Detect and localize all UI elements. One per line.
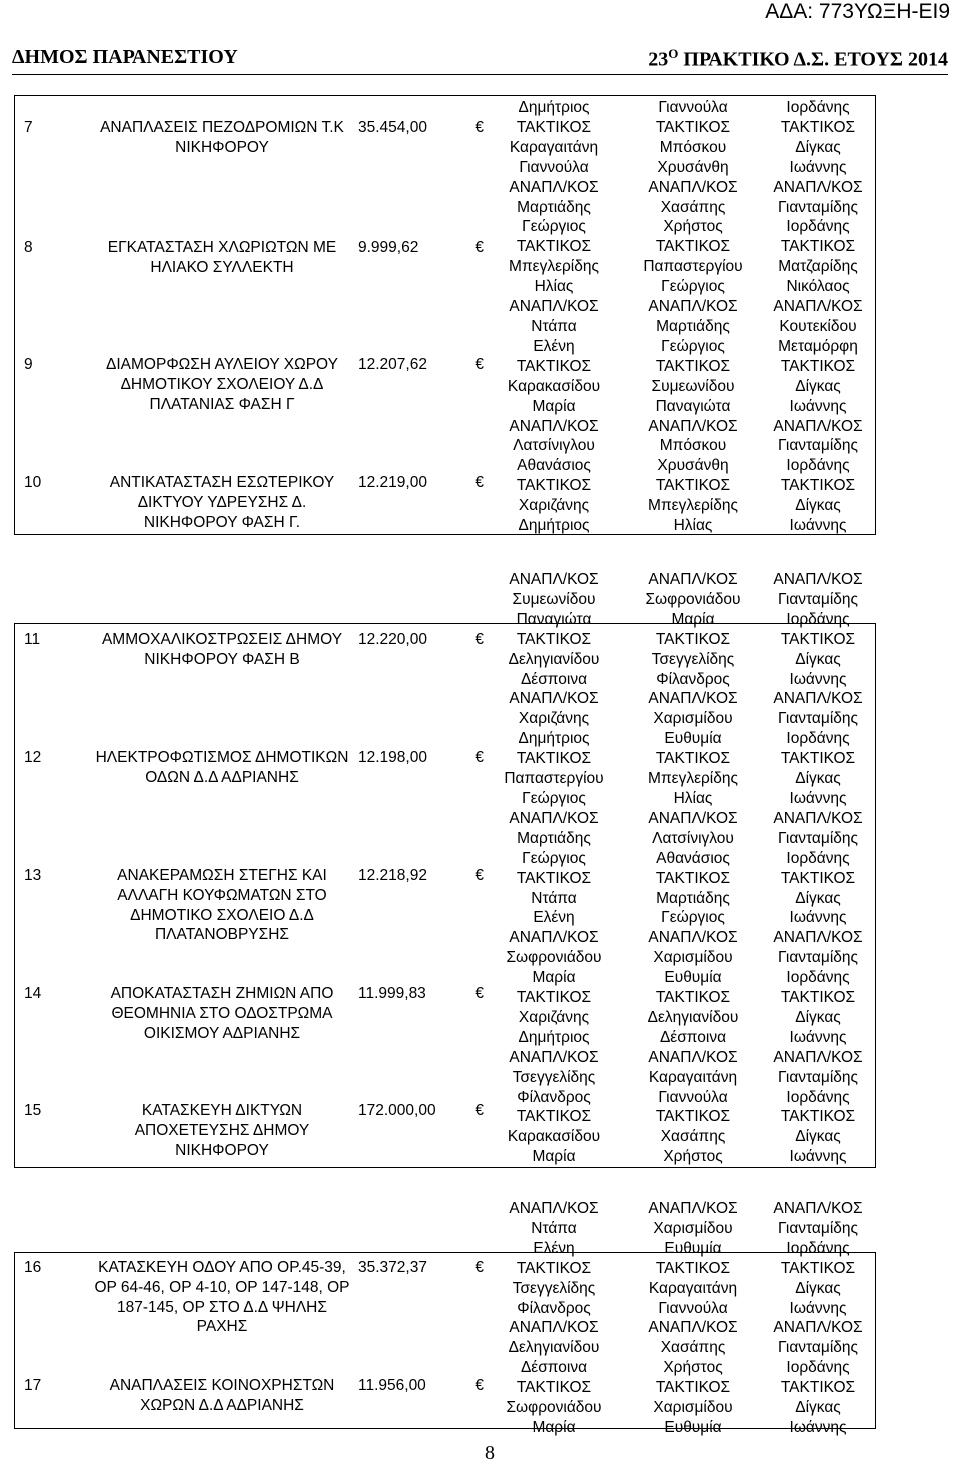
project-description <box>62 1376 382 1416</box>
committee-member-text: Μαρτιάδης <box>517 198 591 216</box>
committee-member-text: Γιανταμίδης <box>778 1219 858 1237</box>
committee-member-text: Ιωάννης <box>789 1418 847 1436</box>
amount-value: 172.000,00 <box>358 1102 436 1119</box>
committee-member-text: ΤΑΚΤΙΚΟΣ <box>780 750 856 768</box>
committee-member-text: ΑΝΑΠΛ/ΚΟΣ <box>648 417 738 435</box>
project-description <box>62 118 382 158</box>
committee-member-text: Τσεγγελίδης <box>512 1068 596 1086</box>
committee-member-text: Μαρτιάδης <box>517 829 591 847</box>
project-description-line: ΚΑΤΑΣΚΕΥΗ ΔΙΚΤΥΩΝ <box>141 1102 303 1119</box>
committee-member-text: Μπεγλερίδης <box>648 770 738 788</box>
project-amount <box>358 238 484 258</box>
euro-icon: € <box>475 474 484 491</box>
committee-member-text: Μπεγλερίδης <box>648 497 738 515</box>
committee-member-text: Ιορδάνης <box>786 849 850 867</box>
committee-column-3 <box>758 570 878 1167</box>
project-description-line: ΗΛΙΑΚΟ ΣΥΛΛΕΚΤΗ <box>150 258 294 276</box>
committee-member-text: ΑΝΑΠΛ/ΚΟΣ <box>773 1319 863 1337</box>
committee-member-text: Δίγκας <box>795 138 841 156</box>
project-description-line: ΑΠΟΚΑΤΑΣΤΑΣΗ ΖΗΜΙΩΝ ΑΠΟ <box>110 985 334 1002</box>
committee-member-text: Σωφρονιάδου <box>506 1399 602 1417</box>
committee-member-text: Αθανάσιος <box>656 849 730 867</box>
committee-member-text: ΑΝΑΠΛ/ΚΟΣ <box>509 1319 599 1337</box>
committee-member-text: ΑΝΑΠΛ/ΚΟΣ <box>648 178 738 196</box>
committee-member-text: Δίγκας <box>795 1008 841 1026</box>
committee-member-text: Μαρτιάδης <box>656 317 730 335</box>
committee-member-text: Γεώργιος <box>661 337 725 355</box>
committee-member-text: Συμεωνίδου <box>512 590 596 608</box>
committee-member-text: Μπόσκου <box>659 437 727 455</box>
committee-member-text: Κουτεκίδου <box>779 317 857 335</box>
project-description-line: ΑΝΑΠΛΑΣΕΙΣ ΠΕΖΟΔΡΟΜΙΩΝ Τ.Κ <box>100 119 344 136</box>
project-description-line: ΔΗΜΟΤΙΚΟ ΣΧΟΛΕΙΟ Δ.Δ <box>130 906 314 924</box>
committee-member-text: Ηλίας <box>673 789 713 807</box>
committee-member-text: Μαρία <box>532 1418 576 1436</box>
committee-member-text: ΤΑΚΤΙΚΟΣ <box>516 118 592 136</box>
euro-icon: € <box>475 356 484 373</box>
committee-member-text: Δέσποινα <box>520 670 588 688</box>
row-number: 16 <box>24 1259 42 1276</box>
amount-value: 35.454,00 <box>358 119 427 136</box>
committee-member-text: Χαριζάνης <box>518 497 590 515</box>
project-amount <box>358 1101 484 1121</box>
row-number: 8 <box>24 239 33 256</box>
committee-member-text: ΑΝΑΠΛ/ΚΟΣ <box>509 571 599 588</box>
project-amount <box>358 984 484 1004</box>
project-description-line: ΑΠΟΧΕΤΕΥΣΗΣ ΔΗΜΟΥ <box>134 1121 310 1139</box>
project-description <box>62 1258 382 1337</box>
committee-member-text: ΤΑΚΤΙΚΟΣ <box>780 357 856 375</box>
committee-member-text: Γιανταμίδης <box>778 437 858 455</box>
committee-member-text: ΑΝΑΠΛ/ΚΟΣ <box>648 1048 738 1066</box>
committee-member-text: ΤΑΚΤΙΚΟΣ <box>655 630 731 648</box>
committee-member-text: ΤΑΚΤΙΚΟΣ <box>655 869 731 887</box>
committee-member-text: Δίγκας <box>795 377 841 395</box>
committee-member-text: Χαρισμίδου <box>653 1399 733 1417</box>
committee-member-text: Καραγαιτάνη <box>648 1279 738 1297</box>
committee-member-text: Χασάπης <box>660 198 726 216</box>
committee-member-text: Δεληγιανίδου <box>508 650 600 668</box>
committee-member-text: ΤΑΚΤΙΚΟΣ <box>655 1108 731 1126</box>
euro-icon: € <box>475 985 484 1002</box>
municipality-name: ΔΗΜΟΣ ΠΑΡΑΝΕΣΤΙΟΥ <box>12 46 238 68</box>
committee-member-text: Ντάπα <box>531 317 577 335</box>
project-description-line: ΔΙΚΤΥΟΥ ΥΔΡΕΥΣΗΣ Δ. <box>137 493 307 511</box>
committee-member-text: ΤΑΚΤΙΚΟΣ <box>780 118 856 136</box>
committee-member-text: ΤΑΚΤΙΚΟΣ <box>516 477 592 495</box>
committee-member-text: Χαριζάνης <box>518 710 590 728</box>
committee-member-text: Δίγκας <box>795 1279 841 1297</box>
committee-member-text: Λατσίνιγλου <box>513 437 595 455</box>
committee-member-text: Γεώργιος <box>522 789 586 807</box>
committee-member-text: ΤΑΚΤΙΚΟΣ <box>516 869 592 887</box>
committee-member-text: ΤΑΚΤΙΚΟΣ <box>516 750 592 768</box>
committee-member-text: Ιωάννης <box>789 158 847 176</box>
committee-member-text: Χρήστος <box>663 1359 723 1377</box>
project-description <box>62 238 382 278</box>
committee-member-text: Δεληγιανίδου <box>508 1339 600 1357</box>
committee-member-text: ΑΝΑΠΛ/ΚΟΣ <box>648 690 738 708</box>
committee-column-1 <box>479 570 629 1167</box>
committee-member-text: Μεταμόρφη <box>778 337 858 355</box>
committee-member-text: ΑΝΑΠΛ/ΚΟΣ <box>773 690 863 708</box>
committee-member-text: Ελένη <box>533 337 575 355</box>
project-description <box>62 355 382 414</box>
committee-member-text: Γιανταμίδης <box>778 198 858 216</box>
minutes-title: $23^O$ ΠΡΑΚΤΙΚΟ Δ.Σ. ΕΤΟΥΣ 2014 <box>648 46 948 71</box>
committee-member-text: Δημήτριος <box>518 730 590 748</box>
committee-member-text: Μαρτιάδης <box>656 889 730 907</box>
amount-value: 9.999,62 <box>358 239 419 256</box>
committee-member-text: ΑΝΑΠΛ/ΚΟΣ <box>509 809 599 827</box>
committee-member-text: Ιωάννης <box>789 517 847 535</box>
project-description-line: ΕΓΚΑΤΑΣΤΑΣΗ ΧΛΩΡΙΩΤΩΝ ΜΕ <box>107 239 337 256</box>
committee-member-text: Ευθυμία <box>664 969 722 987</box>
euro-icon: € <box>475 119 484 136</box>
project-amount <box>358 1258 484 1278</box>
committee-member-text: Δίγκας <box>795 889 841 907</box>
euro-icon: € <box>475 1259 484 1276</box>
committee-member-text: ΑΝΑΠΛ/ΚΟΣ <box>648 298 738 316</box>
euro-icon: € <box>475 749 484 766</box>
committee-member-text: ΑΝΑΠΛ/ΚΟΣ <box>773 809 863 827</box>
committee-member-text: Ντάπα <box>531 1219 577 1237</box>
committee-member-text: ΤΑΚΤΙΚΟΣ <box>516 630 592 648</box>
committee-member-text: ΤΑΚΤΙΚΟΣ <box>780 630 856 648</box>
project-description <box>62 866 382 945</box>
committee-member-text: ΑΝΑΠΛ/ΚΟΣ <box>773 1048 863 1066</box>
committee-member-text: Ιωάννης <box>789 1028 847 1046</box>
committee-member-text: ΤΑΚΤΙΚΟΣ <box>780 477 856 495</box>
committee-member-text: Μπόσκου <box>659 138 727 156</box>
project-description-line: ΔΙΑΜΟΡΦΩΣΗ ΑΥΛΕΙΟΥ ΧΩΡΟΥ <box>106 356 338 373</box>
amount-value: 12.220,00 <box>358 631 427 648</box>
project-description-line: ΠΛΑΤΑΝΟΒΡΥΣΗΣ <box>154 926 289 944</box>
committee-member-text: ΑΝΑΠΛ/ΚΟΣ <box>509 298 599 316</box>
committee-member-text: Ελένη <box>533 909 575 927</box>
committee-column-3 <box>758 1199 878 1438</box>
committee-member-text: Χαριζάνης <box>518 1008 590 1026</box>
committee-member-text: ΑΝΑΠΛ/ΚΟΣ <box>773 417 863 435</box>
committee-member-text: Ματζαρίδης <box>778 258 858 276</box>
row-number: 15 <box>24 1102 42 1119</box>
project-description-line: ΑΛΛΑΓΗ ΚΟΥΦΩΜΑΤΩΝ ΣΤΟ <box>117 886 327 904</box>
project-description-line: ΑΝΑΚΕΡΑΜΩΣΗ ΣΤΕΓΗΣ ΚΑΙ <box>117 867 327 884</box>
committee-member-text: ΤΑΚΤΙΚΟΣ <box>655 1379 731 1397</box>
committee-member-text: ΑΝΑΠΛ/ΚΟΣ <box>509 1200 599 1217</box>
committee-member-text: Ιορδάνης <box>786 1088 850 1106</box>
page-header <box>12 46 948 72</box>
committee-member-text: ΑΝΑΠΛ/ΚΟΣ <box>773 571 863 588</box>
committee-member-text: Ιορδάνης <box>786 1359 850 1377</box>
committee-member-text: Χρυσάνθη <box>657 158 729 176</box>
committee-member-text: Ιορδάνης <box>786 218 850 236</box>
committee-member-text: ΤΑΚΤΙΚΟΣ <box>516 1108 592 1126</box>
project-description-line: ΚΑΤΑΣΚΕΥΗ ΟΔΟΥ ΑΠΟ ΟΡ.45-39, <box>98 1259 346 1276</box>
committee-member-text: ΑΝΑΠΛ/ΚΟΣ <box>509 1048 599 1066</box>
committee-member-text: Σωφρονιάδου <box>506 949 602 967</box>
committee-member-text: Γεώργιος <box>522 849 586 867</box>
committee-member-text: ΑΝΑΠΛ/ΚΟΣ <box>648 1319 738 1337</box>
committee-member-text: Παπαστεργίου <box>504 770 604 788</box>
committee-member-text: Φίλανδρος <box>517 1088 591 1106</box>
committee-member-text: ΤΑΚΤΙΚΟΣ <box>516 1259 592 1277</box>
project-description-line: ΝΙΚΗΦΟΡΟΥ <box>175 138 269 156</box>
committee-member-text: Δίγκας <box>795 1399 841 1417</box>
committee-member-text: Ιορδάνης <box>786 99 850 116</box>
committee-member-text: Ευθυμία <box>664 730 722 748</box>
committee-member-text: Γιανταμίδης <box>778 949 858 967</box>
committee-member-text: ΤΑΚΤΙΚΟΣ <box>655 238 731 256</box>
committee-member-text: Χασάπης <box>660 1128 726 1146</box>
project-description-line: ΟΔΩΝ Δ.Δ ΑΔΡΙΑΝΗΣ <box>145 768 299 786</box>
committee-member-text: ΤΑΚΤΙΚΟΣ <box>780 1108 856 1126</box>
committee-member-text: Μπεγλερίδης <box>509 258 599 276</box>
committee-member-text: ΤΑΚΤΙΚΟΣ <box>780 1259 856 1277</box>
committee-member-text: Ιορδάνης <box>786 457 850 475</box>
project-amount <box>358 630 484 650</box>
committee-member-text: Ιορδάνης <box>786 610 850 628</box>
project-description-line: ΑΝΑΠΛΑΣΕΙΣ ΚΟΙΝΟΧΡΗΣΤΩΝ <box>109 1377 335 1394</box>
committee-member-text: Ηλίας <box>673 517 713 535</box>
project-amount <box>358 748 484 768</box>
committee-member-text: Ελένη <box>533 1239 575 1257</box>
committee-member-text: Ιωάννης <box>789 1148 847 1166</box>
committee-member-text: ΤΑΚΤΙΚΟΣ <box>655 1259 731 1277</box>
committee-member-text: Χρήστος <box>663 1148 723 1166</box>
committee-member-text: Γιαννούλα <box>658 99 728 116</box>
euro-icon: € <box>475 239 484 256</box>
project-amount <box>358 473 484 493</box>
page-number: 8 <box>485 1442 495 1464</box>
committee-member-text: ΑΝΑΠΛ/ΚΟΣ <box>773 178 863 196</box>
committee-member-text: ΑΝΑΠΛ/ΚΟΣ <box>509 929 599 947</box>
committee-member-text: Χασάπης <box>660 1339 726 1357</box>
committee-member-text: ΤΑΚΤΙΚΟΣ <box>780 989 856 1007</box>
committee-member-text: Ιωάννης <box>789 1299 847 1317</box>
committee-member-text: Χαρισμίδου <box>653 949 733 967</box>
row-number: 13 <box>24 867 42 884</box>
committee-member-text: Νικόλαος <box>786 278 850 296</box>
committee-member-text: Καρακασίδου <box>507 1128 601 1146</box>
row-number: 9 <box>24 356 33 373</box>
committee-member-text: ΑΝΑΠΛ/ΚΟΣ <box>773 929 863 947</box>
project-description-line: ΑΜΜΟΧΑΛΙΚΟΣΤΡΩΣΕΙΣ ΔΗΜΟΥ <box>101 631 343 648</box>
committee-member-text: Σωφρονιάδου <box>645 590 741 608</box>
committee-member-text: Δημήτριος <box>518 99 590 116</box>
committee-member-text: ΑΝΑΠΛ/ΚΟΣ <box>648 809 738 827</box>
committee-column-3 <box>758 98 878 536</box>
committee-member-text: Τσεγγελίδης <box>651 650 735 668</box>
committee-member-text: Καραγαιτάνη <box>509 138 599 156</box>
committee-member-text: Γιανταμίδης <box>778 710 858 728</box>
project-description-line: ΟΡ 64-46, ΟΡ 4-10, ΟΡ 147-148, ΟΡ <box>94 1278 350 1296</box>
committee-member-text: ΤΑΚΤΙΚΟΣ <box>655 357 731 375</box>
project-amount <box>358 118 484 138</box>
committee-member-text: Ευθυμία <box>664 1239 722 1257</box>
committee-member-text: Ντάπα <box>531 889 577 907</box>
committee-member-text: Γιανταμίδης <box>778 829 858 847</box>
amount-value: 12.219,00 <box>358 474 427 491</box>
committee-member-text: ΤΑΚΤΙΚΟΣ <box>780 1379 856 1397</box>
committee-member-text: Καρακασίδου <box>507 377 601 395</box>
committee-member-text: Μαρία <box>532 397 576 415</box>
row-number: 11 <box>24 631 41 648</box>
committee-column-1 <box>479 98 629 536</box>
project-amount <box>358 866 484 886</box>
project-description <box>62 984 382 1043</box>
committee-member-text: ΑΝΑΠΛ/ΚΟΣ <box>648 1200 738 1217</box>
ada-code: ΑΔΑ: 773ΥΩΞΗ-ΕΙ9 <box>765 0 950 23</box>
committee-member-text: Γεώργιος <box>661 909 725 927</box>
committee-member-text: ΤΑΚΤΙΚΟΣ <box>516 989 592 1007</box>
row-number: 7 <box>24 119 33 136</box>
committee-member-text: ΤΑΚΤΙΚΟΣ <box>780 238 856 256</box>
committee-member-text: Δέσποινα <box>659 1028 727 1046</box>
committee-member-text: Γιανταμίδης <box>778 590 858 608</box>
committee-member-text: ΤΑΚΤΙΚΟΣ <box>655 118 731 136</box>
amount-value: 11.956,00 <box>358 1377 426 1394</box>
committee-member-text: Παπαστεργίου <box>643 258 743 276</box>
committee-member-text: ΑΝΑΠΛ/ΚΟΣ <box>509 690 599 708</box>
committee-column-2 <box>618 98 768 536</box>
committee-member-text: ΑΝΑΠΛ/ΚΟΣ <box>509 178 599 196</box>
committee-member-text: Ευθυμία <box>664 1418 722 1436</box>
committee-member-text: Αθανάσιος <box>517 457 591 475</box>
project-amount <box>358 1376 484 1396</box>
committee-member-text: ΤΑΚΤΙΚΟΣ <box>655 477 731 495</box>
committee-member-text: Χαρισμίδου <box>653 710 733 728</box>
project-description-line: ΟΙΚΙΣΜΟΥ ΑΔΡΙΑΝΗΣ <box>143 1024 301 1042</box>
committee-member-text: Ιορδάνης <box>786 1239 850 1257</box>
committee-column-1 <box>479 1199 629 1438</box>
project-description-line: 187-145, ΟΡ ΣΤΟ Δ.Δ ΨΗΛΗΣ <box>117 1298 327 1316</box>
committee-member-text: Δίγκας <box>795 1128 841 1146</box>
project-description-line: ΡΑΧΗΣ <box>196 1318 248 1336</box>
committee-member-text: Γιαννούλα <box>658 1088 728 1106</box>
committee-member-text: Συμεωνίδου <box>651 377 735 395</box>
committee-member-text: Καραγαιτάνη <box>648 1068 738 1086</box>
committee-member-text: ΑΝΑΠΛ/ΚΟΣ <box>648 929 738 947</box>
committee-member-text: Γιαννούλα <box>658 1299 728 1317</box>
project-amount <box>358 355 484 375</box>
project-description-line: ΘΕΟΜΗΝΙΑ ΣΤΟ ΟΔΟΣΤΡΩΜΑ <box>111 1004 333 1022</box>
header-rule <box>12 74 948 75</box>
committee-member-text: Χαρισμίδου <box>653 1219 733 1237</box>
committee-member-text: Γιανταμίδης <box>778 1339 858 1357</box>
committee-member-text: ΑΝΑΠΛ/ΚΟΣ <box>509 417 599 435</box>
committee-member-text: Φίλανδρος <box>517 1299 591 1317</box>
row-number: 10 <box>24 474 42 491</box>
committee-member-text: Ιωάννης <box>789 397 847 415</box>
committee-member-text: Γιαννούλα <box>519 158 589 176</box>
committee-member-text: Γιανταμίδης <box>778 1068 858 1086</box>
committee-member-text: Μαρία <box>532 969 576 987</box>
committee-member-text: ΤΑΚΤΙΚΟΣ <box>655 989 731 1007</box>
committee-member-text: Δημήτριος <box>518 1028 590 1046</box>
euro-icon: € <box>475 631 484 648</box>
committee-member-text: Μαρία <box>671 610 715 628</box>
committee-member-text: Λατσίνιγλου <box>652 829 734 847</box>
amount-value: 11.999,83 <box>358 985 426 1002</box>
committee-member-text: Φίλανδρος <box>656 670 730 688</box>
committee-member-text: Δίγκας <box>795 770 841 788</box>
committee-member-text: Ηλίας <box>534 278 574 296</box>
committee-member-text: Ιορδάνης <box>786 730 850 748</box>
committee-member-text: Ιωάννης <box>789 789 847 807</box>
committee-member-text: ΑΝΑΠΛ/ΚΟΣ <box>648 571 738 588</box>
project-description-line: ΝΙΚΗΦΟΡΟΥ <box>175 1141 269 1159</box>
row-number: 17 <box>24 1377 42 1394</box>
committee-column-2 <box>618 1199 768 1438</box>
amount-value: 12.198,00 <box>358 749 427 766</box>
row-number: 14 <box>24 985 42 1002</box>
euro-icon: € <box>475 1102 484 1119</box>
project-description-line: ΗΛΕΚΤΡΟΦΩΤΙΣΜΟΣ ΔΗΜΟΤΙΚΩΝ <box>95 749 349 766</box>
amount-value: 12.218,92 <box>358 867 427 884</box>
project-description <box>62 630 382 670</box>
committee-member-text: Δίγκας <box>795 650 841 668</box>
committee-member-text: Ιωάννης <box>789 909 847 927</box>
committee-member-text: Παναγιώτα <box>516 610 592 628</box>
committee-member-text: Δημήτριος <box>518 517 590 535</box>
committee-member-text: ΤΑΚΤΙΚΟΣ <box>516 238 592 256</box>
project-description-line: ΝΙΚΗΦΟΡΟΥ ΦΑΣΗ Γ. <box>143 513 301 531</box>
amount-value: 35.372,37 <box>358 1259 427 1276</box>
project-description-line: ΔΗΜΟΤΙΚΟΥ ΣΧΟΛΕΙΟΥ Δ.Δ <box>120 375 324 393</box>
committee-column-2 <box>618 570 768 1167</box>
committee-member-text: Ιωάννης <box>789 670 847 688</box>
project-description <box>62 1101 382 1160</box>
committee-member-text: ΤΑΚΤΙΚΟΣ <box>516 357 592 375</box>
euro-icon: € <box>475 1377 484 1394</box>
project-description-line: ΑΝΤΙΚΑΤΑΣΤΑΣΗ ΕΣΩΤΕΡΙΚΟΥ <box>109 474 335 491</box>
committee-member-text: ΤΑΚΤΙΚΟΣ <box>655 750 731 768</box>
euro-icon: € <box>475 867 484 884</box>
project-description <box>62 748 382 788</box>
committee-member-text: Μαρία <box>532 1148 576 1166</box>
row-number: 12 <box>24 749 42 766</box>
committee-member-text: Δίγκας <box>795 497 841 515</box>
project-description-line: ΝΙΚΗΦΟΡΟΥ ΦΑΣΗ Β <box>144 650 300 668</box>
committee-member-text: ΑΝΑΠΛ/ΚΟΣ <box>773 1200 863 1217</box>
committee-member-text: ΤΑΚΤΙΚΟΣ <box>516 1379 592 1397</box>
committee-member-text: Γεώργιος <box>661 278 725 296</box>
committee-member-text: Τσεγγελίδης <box>512 1279 596 1297</box>
committee-member-text: ΑΝΑΠΛ/ΚΟΣ <box>773 298 863 316</box>
project-description-line: ΠΛΑΤΑΝΙΑΣ ΦΑΣΗ Γ <box>149 395 295 413</box>
project-description <box>62 473 382 532</box>
project-description-line: ΧΩΡΩΝ Δ.Δ ΑΔΡΙΑΝΗΣ <box>140 1396 304 1414</box>
committee-member-text: Δέσποινα <box>520 1359 588 1377</box>
committee-member-text: Γεώργιος <box>522 218 586 236</box>
committee-member-text: Παναγιώτα <box>655 397 731 415</box>
committee-member-text: Χρυσάνθη <box>657 457 729 475</box>
committee-member-text: ΤΑΚΤΙΚΟΣ <box>780 869 856 887</box>
committee-member-text: Χρήστος <box>663 218 723 236</box>
amount-value: 12.207,62 <box>358 356 427 373</box>
committee-member-text: Ιορδάνης <box>786 969 850 987</box>
committee-member-text: Δεληγιανίδου <box>647 1008 739 1026</box>
